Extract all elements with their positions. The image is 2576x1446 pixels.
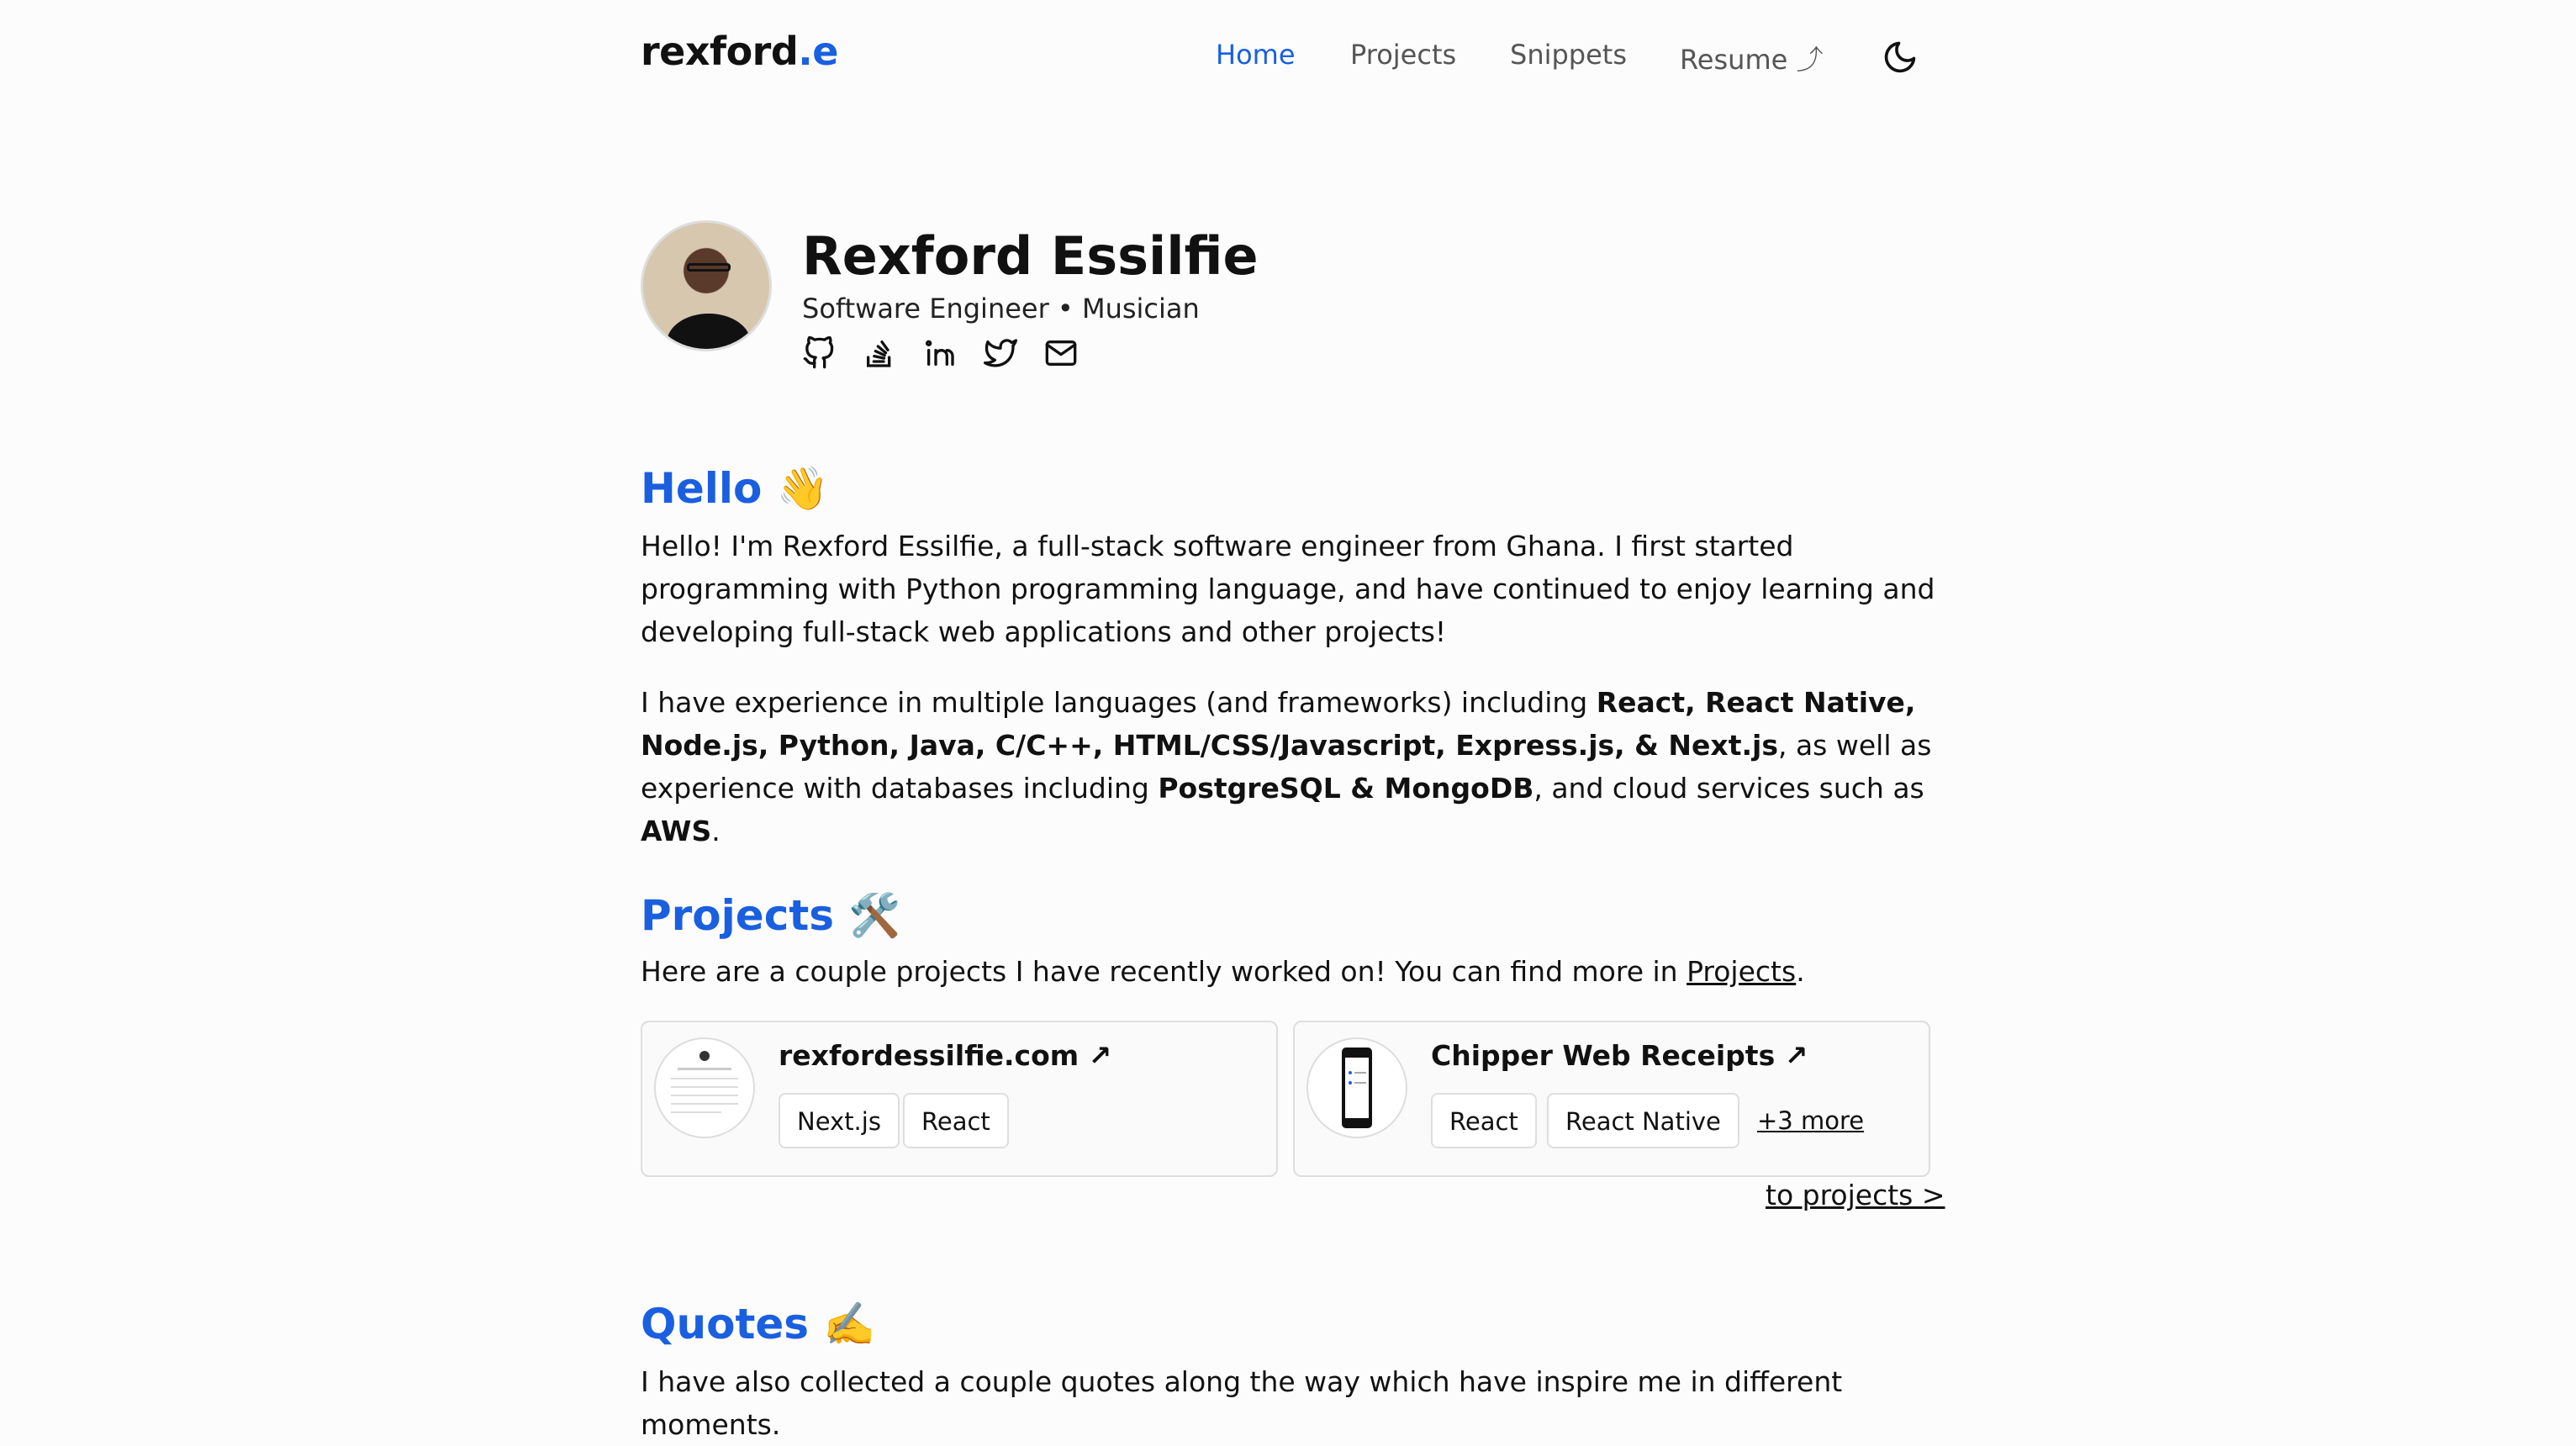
nav-home[interactable]: Home bbox=[1216, 39, 1296, 71]
mail-icon bbox=[1044, 336, 1078, 370]
projects-intro-text: Here are a couple projects I have recently worked on! You can find more in bbox=[641, 955, 1687, 988]
linkedin-icon bbox=[923, 336, 957, 370]
main-nav bbox=[641, 39, 1932, 76]
project-thumbnail bbox=[1306, 1037, 1407, 1138]
projects-intro-end: . bbox=[1796, 955, 1805, 988]
profile-name: Rexford Essilfie bbox=[802, 225, 1259, 287]
stackoverflow-icon bbox=[863, 336, 896, 370]
quotes-heading: Quotes ✍️ bbox=[641, 1300, 876, 1348]
p2-languages: React, React Native, Node.js, Python, Java, C/C++, HTML/CSS/Javascript, Express.js, & Next.js bbox=[641, 686, 1916, 762]
project-title[interactable]: Chipper Web Receipts ↗ bbox=[1431, 1039, 1808, 1072]
p2-databases: PostgreSQL & MongoDB bbox=[1158, 772, 1534, 805]
avatar bbox=[641, 220, 772, 351]
logo-main: rexford bbox=[641, 29, 799, 74]
avatar-glasses bbox=[687, 263, 731, 272]
tag: Next.js bbox=[779, 1093, 900, 1148]
more-tags-link[interactable]: +3 more bbox=[1757, 1106, 1865, 1135]
project-card[interactable] bbox=[1293, 1021, 1930, 1177]
projects-heading: Projects 🛠️ bbox=[641, 891, 901, 940]
project-title[interactable]: rexfordessilfie.com ↗ bbox=[779, 1039, 1112, 1072]
moon-icon bbox=[1882, 39, 1919, 76]
twitter-link[interactable] bbox=[984, 336, 1017, 370]
avatar-shirt bbox=[667, 314, 751, 351]
tag: React bbox=[1431, 1093, 1537, 1148]
hello-paragraph-2 bbox=[641, 681, 1935, 852]
project-card[interactable] bbox=[641, 1021, 1278, 1177]
p2-cloud: AWS bbox=[641, 815, 712, 847]
p2-intro: I have experience in multiple languages (and frameworks) including bbox=[641, 686, 1597, 719]
projects-inline-link[interactable]: Projects bbox=[1687, 955, 1797, 988]
tag: React Native bbox=[1547, 1093, 1739, 1148]
github-icon bbox=[802, 336, 836, 370]
nav-snippets[interactable]: Snippets bbox=[1510, 39, 1628, 71]
site-header bbox=[641, 0, 1932, 114]
quotes-intro: I have also collected a couple quotes along the way which have inspire me in different moments. bbox=[641, 1365, 1843, 1441]
p2-mid: , as well as experience with databases including bbox=[641, 729, 1932, 805]
github-link[interactable] bbox=[802, 336, 836, 370]
to-projects-link[interactable]: to projects > bbox=[1766, 1179, 1945, 1211]
p2-mid2: , and cloud services such as bbox=[1533, 772, 1924, 805]
p2-end: . bbox=[711, 815, 721, 847]
profile-tagline: Software Engineer • Musician bbox=[802, 293, 1200, 325]
linkedin-link[interactable] bbox=[923, 336, 957, 370]
logo-accent: .e bbox=[798, 29, 838, 74]
projects-intro bbox=[641, 950, 1935, 993]
email-link[interactable] bbox=[1044, 336, 1078, 370]
stackoverflow-link[interactable] bbox=[863, 336, 896, 370]
twitter-icon bbox=[984, 336, 1017, 370]
tag: React bbox=[903, 1093, 1009, 1148]
nav-resume[interactable]: Resume ⤴ bbox=[1680, 44, 1824, 76]
theme-toggle-button[interactable] bbox=[1882, 39, 1919, 76]
hello-heading: Hello 👋 bbox=[641, 464, 830, 513]
project-thumbnail bbox=[654, 1037, 755, 1138]
hello-paragraph-1: Hello! I'm Rexford Essilfie, a full-stack software engineer from Ghana. I first started programming with Python programming language, and have continued to enjoy learning and developing full-stack web applications and other projects! bbox=[641, 530, 1935, 648]
nav-projects[interactable]: Projects bbox=[1350, 39, 1457, 71]
